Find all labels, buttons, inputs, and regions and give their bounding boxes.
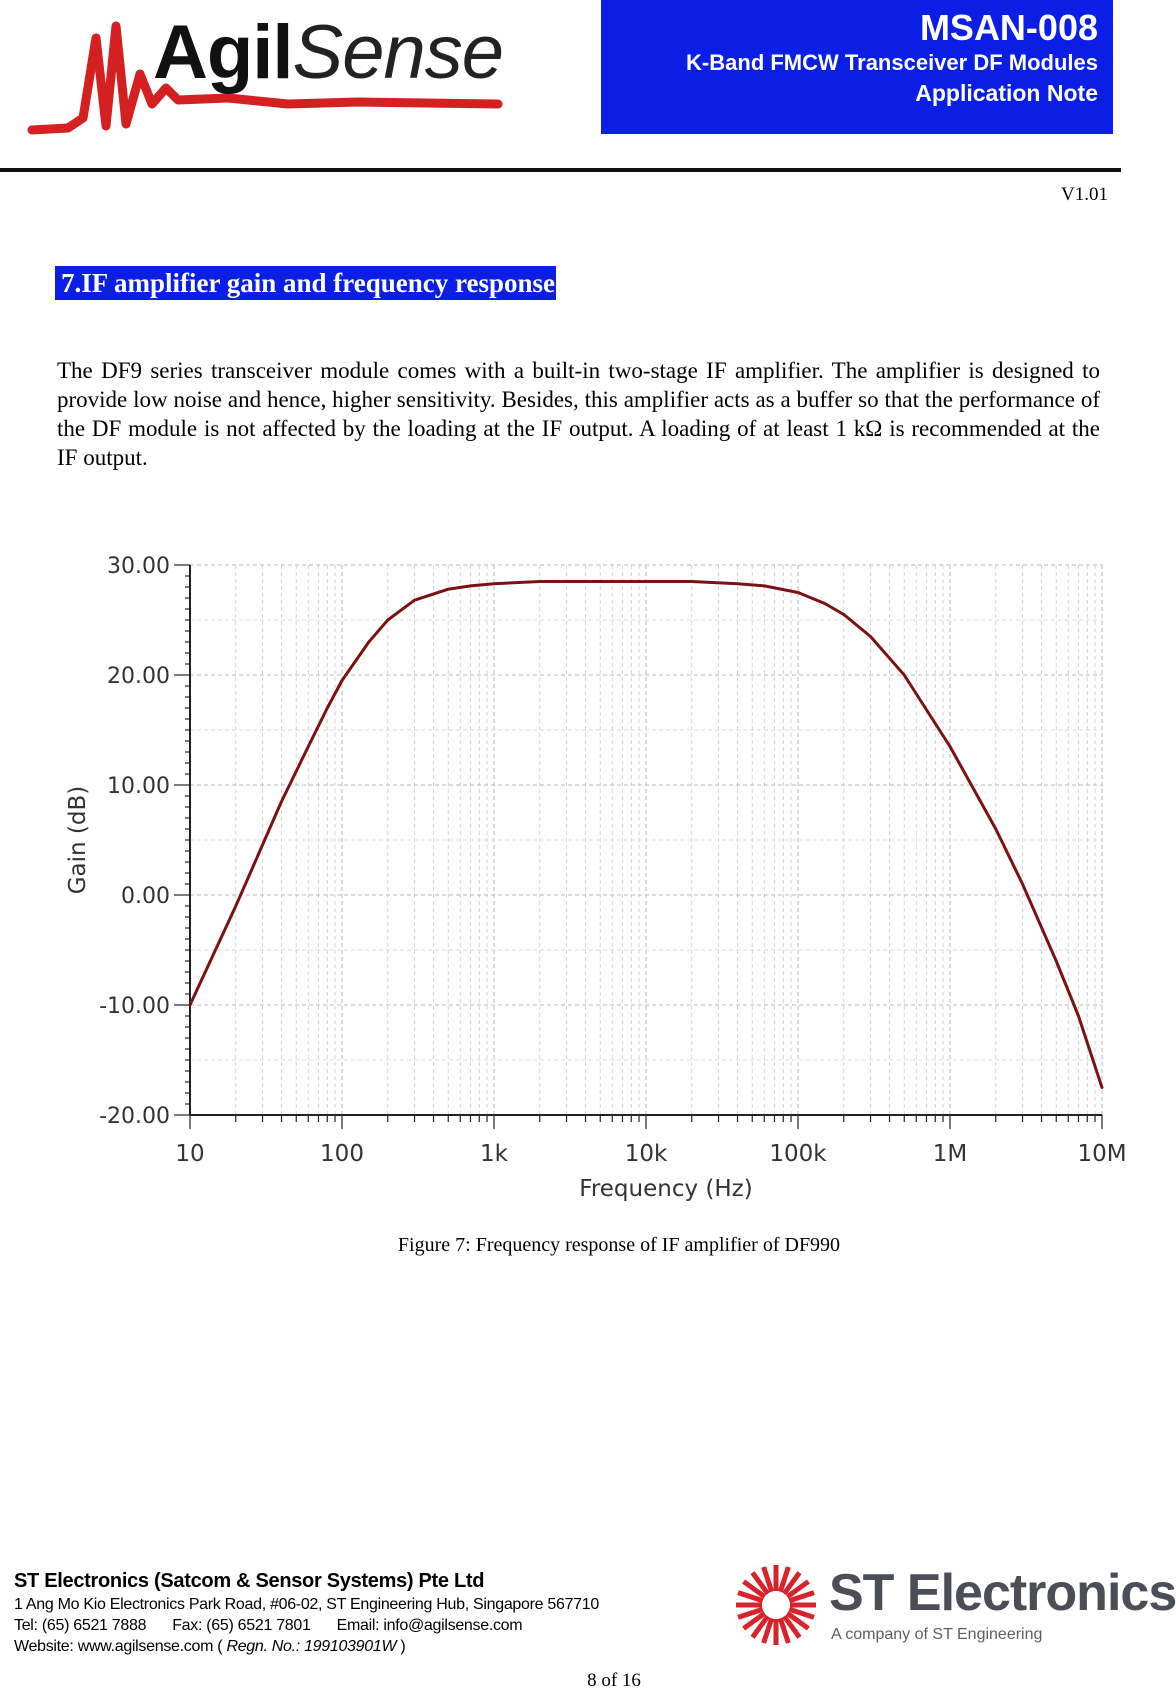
x-tick-label: 1k [480, 1141, 508, 1167]
footer-tel: Tel: (65) 6521 7888 [14, 1617, 147, 1634]
footer-regn: Regn. No.: 199103901W [226, 1638, 397, 1655]
x-tick-label: 100k [769, 1141, 827, 1167]
section-heading: 7.IF amplifier gain and frequency response [55, 266, 556, 300]
footer-company: ST Electronics (Satcom & Sensor Systems) Pte Ltd [14, 1570, 485, 1592]
footer-email[interactable]: Email: info@agilsense.com [336, 1617, 523, 1634]
logo-wordmark [153, 8, 503, 98]
x-tick-label: 10 [175, 1141, 205, 1167]
st-electronics-tagline: A company of ST Engineering [831, 1626, 1043, 1643]
document-type: Application Note [915, 80, 1098, 106]
footer-address: 1 Ang Mo Kio Electronics Park Road, #06-02, ST Engineering Hub, Singapore 567710 [14, 1596, 599, 1613]
x-axis-label: Frequency (Hz) [579, 1176, 753, 1202]
st-sunburst-icon [733, 1562, 823, 1652]
st-electronics-logo [733, 1560, 1176, 1660]
header-divider [0, 168, 1121, 172]
y-tick-label: 0.00 [121, 884, 170, 909]
x-tick-label: 10k [624, 1141, 668, 1167]
footer-website[interactable]: Website: www.agilsense.com ( [14, 1638, 223, 1655]
y-tick-label: -10.00 [99, 994, 170, 1019]
footer-website-close: ) [400, 1638, 406, 1655]
footer-phone-line [14, 1615, 599, 1636]
st-electronics-name: ST Electronics [829, 1564, 1176, 1622]
document-title-box [601, 0, 1113, 134]
document-version: V1.01 [1061, 184, 1108, 205]
footer-contact [14, 1568, 599, 1657]
figure-caption: Figure 7: Frequency response of IF amplifier of DF990 [397, 1234, 841, 1256]
logo-agil: Agil [153, 10, 293, 95]
y-axis-label: Gain (dB) [65, 785, 91, 895]
agilsense-logo [28, 8, 558, 138]
document-subtitle: K-Band FMCW Transceiver DF Modules [686, 50, 1098, 75]
page-number: 8 of 16 [587, 1670, 641, 1691]
footer-fax: Fax: (65) 6521 7801 [172, 1617, 311, 1634]
section-paragraph: The DF9 series transceiver module comes with a built-in two-stage IF amplifier. The amplifier is designed to provide low noise and hence, higher sensitivity. Besides, this amplifier acts as a buffer so that the performance of the DF module is not affected by the loading at the IF output. A loading of at least 1 kΩ is recommended at the IF output. [57, 358, 1100, 470]
x-tick-label: 1M [932, 1141, 968, 1167]
document-code: MSAN-008 [919, 7, 1098, 48]
frequency-response-chart [55, 540, 1138, 1205]
x-tick-label: 10M [1077, 1141, 1127, 1167]
y-tick-label: 10.00 [107, 774, 170, 799]
x-tick-label: 100 [320, 1141, 364, 1167]
logo-sense: Sense [292, 10, 504, 95]
y-tick-label: 20.00 [107, 664, 170, 689]
y-tick-label: -20.00 [99, 1104, 170, 1129]
footer-website-line [14, 1636, 599, 1657]
y-tick-label: 30.00 [107, 554, 170, 579]
